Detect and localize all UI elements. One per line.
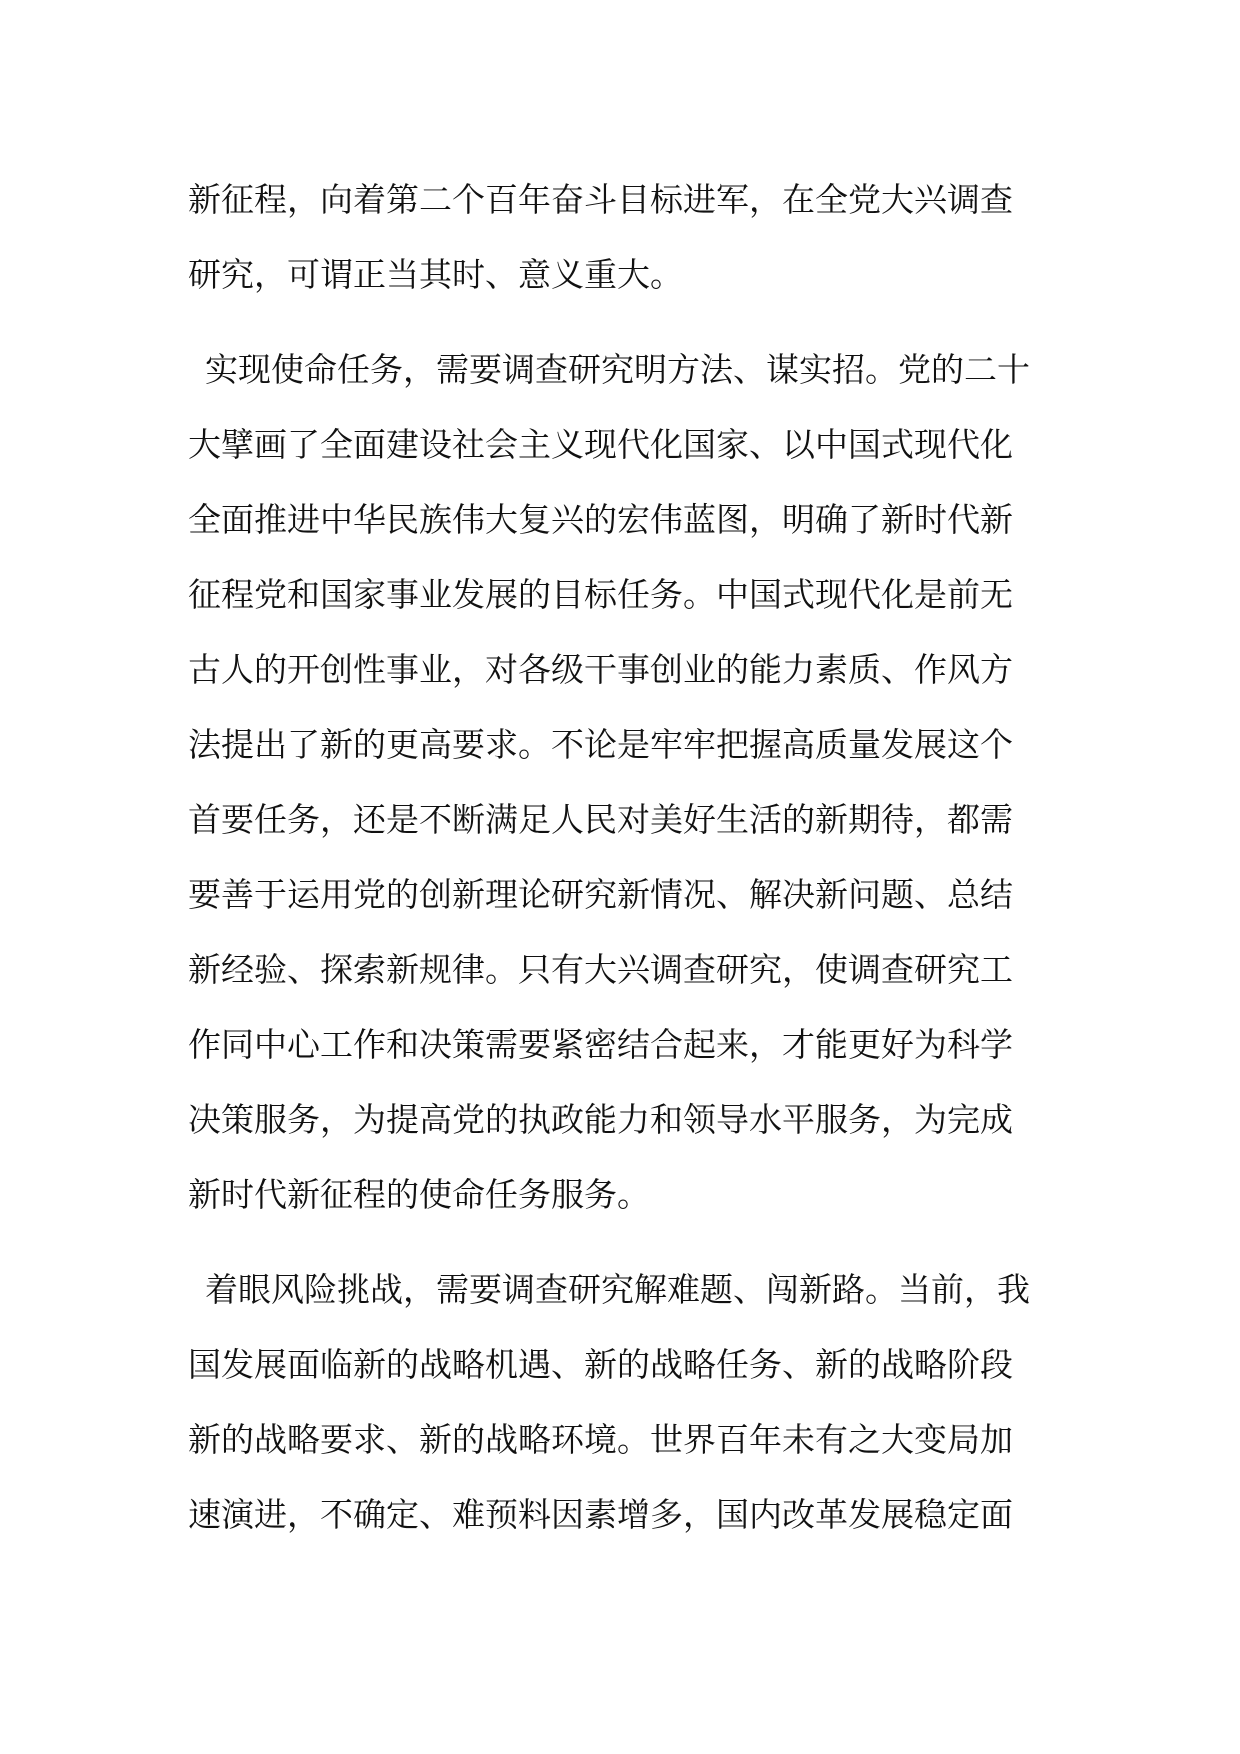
text-line: 征程党和国家事业发展的目标任务。中国式现代化是前无 — [188, 575, 1013, 614]
text-line: 要善于运用党的创新理论研究新情况、解决新问题、总结 — [188, 875, 1013, 914]
text-line: 着眼风险挑战，需要调查研究解难题、闯新路。当前，我 — [205, 1270, 1030, 1309]
text-line: 作同中心工作和决策需要紧密结合起来，才能更好为科学 — [188, 1025, 1013, 1064]
paragraph-2 — [188, 332, 1068, 1232]
text-line: 法提出了新的更高要求。不论是牢牢把握高质量发展这个 — [188, 725, 1013, 764]
text-line: 古人的开创性事业，对各级干事创业的能力素质、作风方 — [188, 650, 1013, 689]
text-line: 实现使命任务，需要调查研究明方法、谋实招。党的二十 — [205, 350, 1030, 389]
text-line: 研究，可谓正当其时、意义重大。 — [188, 255, 683, 294]
body-text — [188, 162, 1068, 1552]
text-line: 国发展面临新的战略机遇、新的战略任务、新的战略阶段 — [188, 1345, 1013, 1384]
text-line: 新的战略要求、新的战略环境。世界百年未有之大变局加 — [188, 1420, 1013, 1459]
paragraph-1 — [188, 162, 1068, 312]
text-line: 新时代新征程的使命任务服务。 — [188, 1175, 650, 1214]
text-line: 大擘画了全面建设社会主义现代化国家、以中国式现代化 — [188, 425, 1013, 464]
text-line: 全面推进中华民族伟大复兴的宏伟蓝图，明确了新时代新 — [188, 500, 1013, 539]
text-line: 新征程，向着第二个百年奋斗目标进军，在全党大兴调查 — [188, 180, 1013, 219]
text-line: 速演进，不确定、难预料因素增多，国内改革发展稳定面 — [188, 1495, 1013, 1534]
paragraph-spacer — [188, 1232, 1068, 1252]
text-line: 首要任务，还是不断满足人民对美好生活的新期待，都需 — [188, 800, 1013, 839]
paragraph-3 — [188, 1252, 1068, 1552]
text-line: 决策服务，为提高党的执政能力和领导水平服务，为完成 — [188, 1100, 1013, 1139]
text-line: 新经验、探索新规律。只有大兴调查研究，使调查研究工 — [188, 950, 1013, 989]
paragraph-spacer — [188, 312, 1068, 332]
